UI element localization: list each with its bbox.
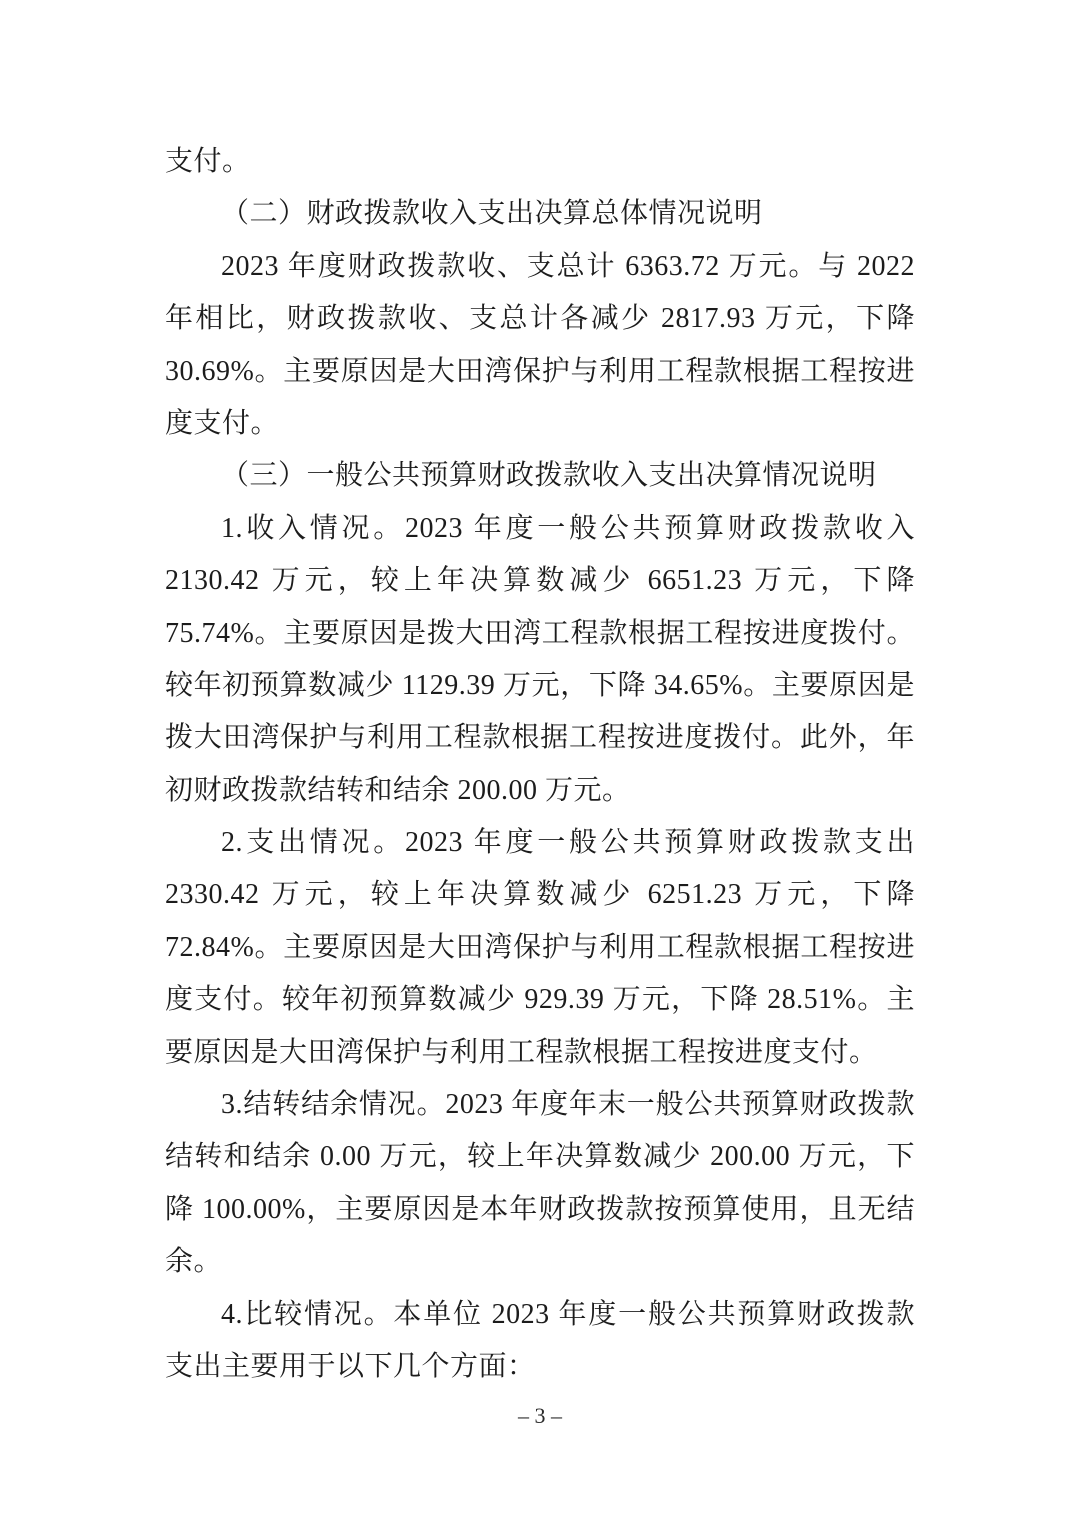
text-line: 72.84%。主要原因是大田湾保护与利用工程款根据工程按进 bbox=[165, 931, 915, 963]
text-line: 拨大田湾保护与利用工程款根据工程按进度拨付。此外，年 bbox=[165, 722, 915, 754]
text-line: 降 100.00%，主要原因是本年财政拨款按预算使用，且无结 bbox=[165, 1193, 915, 1225]
text-line: 4.比较情况。本单位 2023 年度一般公共预算财政拨款 bbox=[221, 1298, 915, 1330]
page-number: – 3 – bbox=[518, 1403, 562, 1429]
text-line: 要原因是大田湾保护与利用工程款根据工程按进度支付。 bbox=[165, 1036, 878, 1068]
text-line: 3.结转结余情况。2023 年度年末一般公共预算财政拨款 bbox=[221, 1089, 915, 1121]
text-line: 2.支出情况。2023 年度一般公共预算财政拨款支出 bbox=[221, 827, 915, 859]
text-line: 年相比，财政拨款收、支总计各减少 2817.93 万元，下降 bbox=[165, 303, 915, 335]
text-line: 2130.42 万元，较上年决算数减少 6651.23 万元，下降 bbox=[165, 565, 915, 597]
text-line: 结转和结余 0.00 万元，较上年决算数减少 200.00 万元，下 bbox=[165, 1141, 915, 1173]
section-heading: （三）一般公共预算财政拨款收入支出决算情况说明 bbox=[221, 460, 877, 492]
text-line: 支付。 bbox=[165, 146, 251, 177]
section-heading: （二）财政拨款收入支出决算总体情况说明 bbox=[221, 198, 763, 230]
text-line: 度支付。 bbox=[165, 407, 280, 439]
text-line: 余。 bbox=[165, 1246, 223, 1278]
text-line: 度支付。较年初预算数减少 929.39 万元，下降 28.51%。主 bbox=[165, 984, 915, 1016]
text-line: 初财政拨款结转和结余 200.00 万元。 bbox=[165, 774, 631, 806]
text-line: 较年初预算数减少 1129.39 万元，下降 34.65%。主要原因是 bbox=[165, 669, 915, 701]
text-line: 2023 年度财政拨款收、支总计 6363.72 万元。与 2022 bbox=[221, 250, 915, 282]
text-line: 2330.42 万元，较上年决算数减少 6251.23 万元，下降 bbox=[165, 879, 915, 911]
text-line: 1.收入情况。2023 年度一般公共预算财政拨款收入 bbox=[221, 512, 915, 544]
text-line: 30.69%。主要原因是大田湾保护与利用工程款根据工程按进 bbox=[165, 355, 915, 387]
text-line: 支出主要用于以下几个方面： bbox=[165, 1350, 536, 1382]
text-line: 75.74%。主要原因是拨大田湾工程款根据工程按进度拨付。 bbox=[165, 617, 915, 649]
